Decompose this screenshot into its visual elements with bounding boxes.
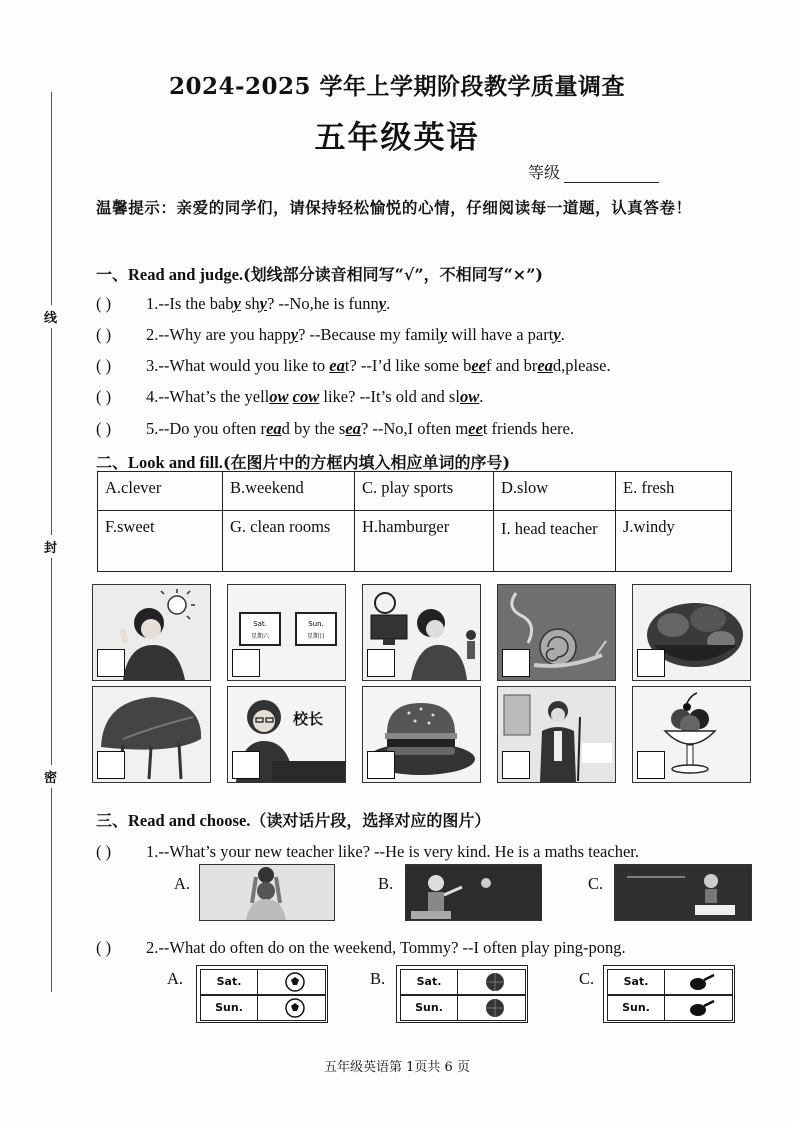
schedule-row-sat — [400, 969, 526, 995]
schedule-day-sun: Sun. — [201, 996, 258, 1020]
q-num: 1. — [146, 842, 159, 861]
answer-box[interactable] — [637, 751, 665, 779]
picture-fresh-vegetables — [632, 584, 751, 681]
q-text: d by the s — [281, 419, 346, 438]
picture-clever-boy — [92, 584, 211, 681]
section2-num: 二、 — [96, 453, 129, 472]
headteacher-label: 校长 — [292, 710, 324, 728]
grade-label: 等级 — [528, 163, 561, 182]
sun-cn-label: 星期日 — [306, 633, 326, 640]
underlined-letters: y — [259, 294, 267, 313]
answer-paren[interactable]: ( ) — [96, 387, 112, 406]
schedule-day-sat: Sat. — [201, 970, 258, 994]
q-text: --Why are you happ — [158, 325, 291, 344]
classroom-blackboard-illustration — [615, 865, 751, 920]
answer-paren[interactable]: ( ) — [96, 325, 112, 344]
picture-windy-trees — [92, 686, 211, 783]
choose-question-1 — [96, 842, 639, 862]
q-text: ? --No,I often m — [360, 419, 469, 438]
teacher-at-blackboard-illustration — [406, 865, 541, 920]
q-text: . — [560, 325, 565, 344]
basketball-player-illustration — [200, 865, 334, 920]
section3-num: 三、 — [96, 811, 129, 830]
answer-box[interactable] — [232, 649, 260, 677]
word-cell: D.slow — [494, 472, 616, 511]
q-text: --What do often do on the weekend, Tommy? --I often play ping-pong. — [158, 938, 626, 957]
option-a-image[interactable] — [199, 864, 335, 921]
picture-clean-rooms — [497, 686, 616, 783]
q-num: 4. — [146, 387, 159, 406]
picture-hamburger — [362, 686, 481, 783]
q-text: will have a part — [447, 325, 554, 344]
binding-char-secret: 密 — [44, 765, 57, 788]
word-cell: C. play sports — [355, 472, 494, 511]
sat-label: Sat. — [253, 620, 267, 628]
q-text: ? --Because my famil — [298, 325, 440, 344]
option-c-image[interactable] — [614, 864, 752, 921]
option-b-label[interactable]: B. — [370, 969, 386, 988]
underlined-letters: ee — [468, 419, 483, 438]
answer-box[interactable] — [367, 751, 395, 779]
q-num: 1. — [146, 294, 159, 313]
tip-text: 温馨提示：亲爱的同学们，请保持轻松愉悦的心情，仔细阅读每一道题，认真答卷！ — [96, 198, 692, 217]
answer-paren[interactable]: ( ) — [96, 356, 112, 375]
option-c-label[interactable]: C. — [588, 874, 604, 893]
schedule-day-sat: Sat. — [401, 970, 458, 994]
grade-field — [528, 160, 659, 183]
section2-heading — [96, 450, 510, 473]
word-cell: F.sweet — [98, 511, 223, 572]
judge-question-4 — [96, 387, 483, 407]
q-num: 2. — [146, 938, 159, 957]
section3-heading — [96, 808, 490, 831]
answer-box[interactable] — [97, 751, 125, 779]
page-footer: 五年级英语第 1页共 6 页 — [324, 1060, 470, 1075]
picture-slow-snail — [497, 584, 616, 681]
underlined-letters: ee — [471, 356, 486, 375]
q-text: f and br — [486, 356, 538, 375]
option-a-label[interactable]: A. — [174, 874, 191, 893]
q-text: --What’s your new teacher like? --He is very kind. He is a maths teacher. — [158, 842, 639, 861]
q-text: --Is the bab — [158, 294, 234, 313]
ping-pong-paddle-icon — [682, 998, 722, 1018]
underlined-letters: y — [378, 294, 387, 313]
word-cell: H.hamburger — [355, 511, 494, 572]
binding-char-seal: 封 — [44, 535, 57, 558]
q-text: like? --It’s old and sl — [319, 387, 460, 406]
q-text: ? --No,he is funn — [266, 294, 379, 313]
q-num: 3. — [146, 356, 159, 375]
judge-question-3 — [96, 356, 611, 376]
section1-title-cn: (划线部分读音相同写“√”，不相同写“×”) — [243, 265, 543, 284]
q-num: 5. — [146, 419, 159, 438]
judge-question-2 — [96, 325, 565, 345]
judge-question-1 — [96, 294, 390, 314]
section3-title-en: Read and choose. — [128, 811, 251, 830]
section1-heading — [96, 262, 543, 285]
exam-subtitle: 五年级英语 — [314, 120, 480, 156]
option-b-label[interactable]: B. — [378, 874, 394, 893]
picture-head-teacher — [227, 686, 346, 783]
underlined-letters: y — [553, 325, 561, 344]
binding-char-line: 线 — [44, 305, 57, 328]
section2-title-cn: (在图片中的方框内填入相应单词的序号) — [222, 453, 511, 472]
answer-paren[interactable]: ( ) — [96, 419, 112, 438]
option-b-schedule-basketball[interactable] — [396, 965, 528, 1023]
q-text: t friends here. — [482, 419, 574, 438]
answer-paren[interactable]: ( ) — [96, 294, 112, 313]
option-b-image[interactable] — [405, 864, 542, 921]
underlined-letters: cow — [292, 387, 320, 406]
answer-box[interactable] — [232, 751, 260, 779]
basketball-icon — [475, 998, 515, 1018]
choose-question-2 — [96, 938, 626, 958]
option-c-schedule-ping-pong[interactable] — [603, 965, 735, 1023]
underlined-letters: y — [233, 294, 241, 313]
word-cell: I. head teacher — [494, 511, 616, 572]
q-text: --Do you often r — [158, 419, 267, 438]
football-icon — [275, 972, 315, 992]
word-cell: B.weekend — [223, 472, 355, 511]
section1-num: 一、 — [96, 265, 129, 284]
word-row — [98, 511, 732, 572]
section1-title-en: Read and judge. — [128, 265, 244, 284]
q-text: t? --I’d like some b — [344, 356, 472, 375]
basketball-icon — [475, 972, 515, 992]
underlined-letters: ow — [269, 387, 289, 406]
underlined-letters: ea — [345, 419, 361, 438]
q-text: . — [386, 294, 391, 313]
answer-box[interactable] — [367, 649, 395, 677]
picture-weekend — [227, 584, 346, 681]
grade-blank[interactable] — [564, 168, 659, 183]
answer-box[interactable] — [502, 751, 530, 779]
option-a-schedule-football[interactable] — [196, 965, 328, 1023]
answer-box[interactable] — [637, 649, 665, 677]
schedule-row-sun — [200, 995, 326, 1021]
q-num: 2. — [146, 325, 159, 344]
ping-pong-paddle-icon — [682, 972, 722, 992]
option-a-label[interactable]: A. — [167, 969, 184, 988]
word-cell: G. clean rooms — [223, 511, 355, 572]
underlined-letters: ea — [329, 356, 345, 375]
word-cell: A.clever — [98, 472, 223, 511]
schedule-day-sat: Sat. — [608, 970, 665, 994]
q-text: --What’s the yell — [158, 387, 270, 406]
q-text: d,please. — [552, 356, 611, 375]
answer-paren[interactable]: ( ) — [96, 842, 112, 861]
underlined-letters: ow — [459, 387, 480, 406]
q-text: . — [479, 387, 484, 406]
exam-title: 2024-2025 学年上学期阶段教学质量调查 — [168, 73, 626, 100]
answer-box[interactable] — [97, 649, 125, 677]
schedule-row-sat — [200, 969, 326, 995]
underlined-letters: y — [290, 325, 299, 344]
sun-label: Sun. — [308, 620, 324, 628]
q-text: sh — [240, 294, 260, 313]
schedule-day-sun: Sun. — [401, 996, 458, 1020]
section2-title-en: Look and fill. — [128, 453, 223, 472]
q-text: --What would you like to — [158, 356, 330, 375]
word-row — [98, 472, 732, 511]
word-bank-table — [97, 471, 732, 572]
schedule-day-sun: Sun. — [608, 996, 665, 1020]
answer-box[interactable] — [502, 649, 530, 677]
underlined-letters: ea — [537, 356, 553, 375]
schedule-row-sat — [607, 969, 733, 995]
section3-title-cn: （读对话片段，选择对应的图片） — [250, 811, 491, 830]
sat-cn-label: 星期六 — [250, 633, 270, 640]
schedule-row-sun — [607, 995, 733, 1021]
option-c-label[interactable]: C. — [579, 969, 595, 988]
word-cell: J.windy — [616, 511, 732, 572]
underlined-letters: ea — [266, 419, 282, 438]
football-icon — [275, 998, 315, 1018]
schedule-row-sun — [400, 995, 526, 1021]
word-cell: E. fresh — [616, 472, 732, 511]
judge-question-5 — [96, 419, 574, 439]
answer-paren[interactable]: ( ) — [96, 938, 112, 957]
underlined-letters: y — [439, 325, 448, 344]
picture-play-sports — [362, 584, 481, 681]
picture-sweet-ice-cream — [632, 686, 751, 783]
